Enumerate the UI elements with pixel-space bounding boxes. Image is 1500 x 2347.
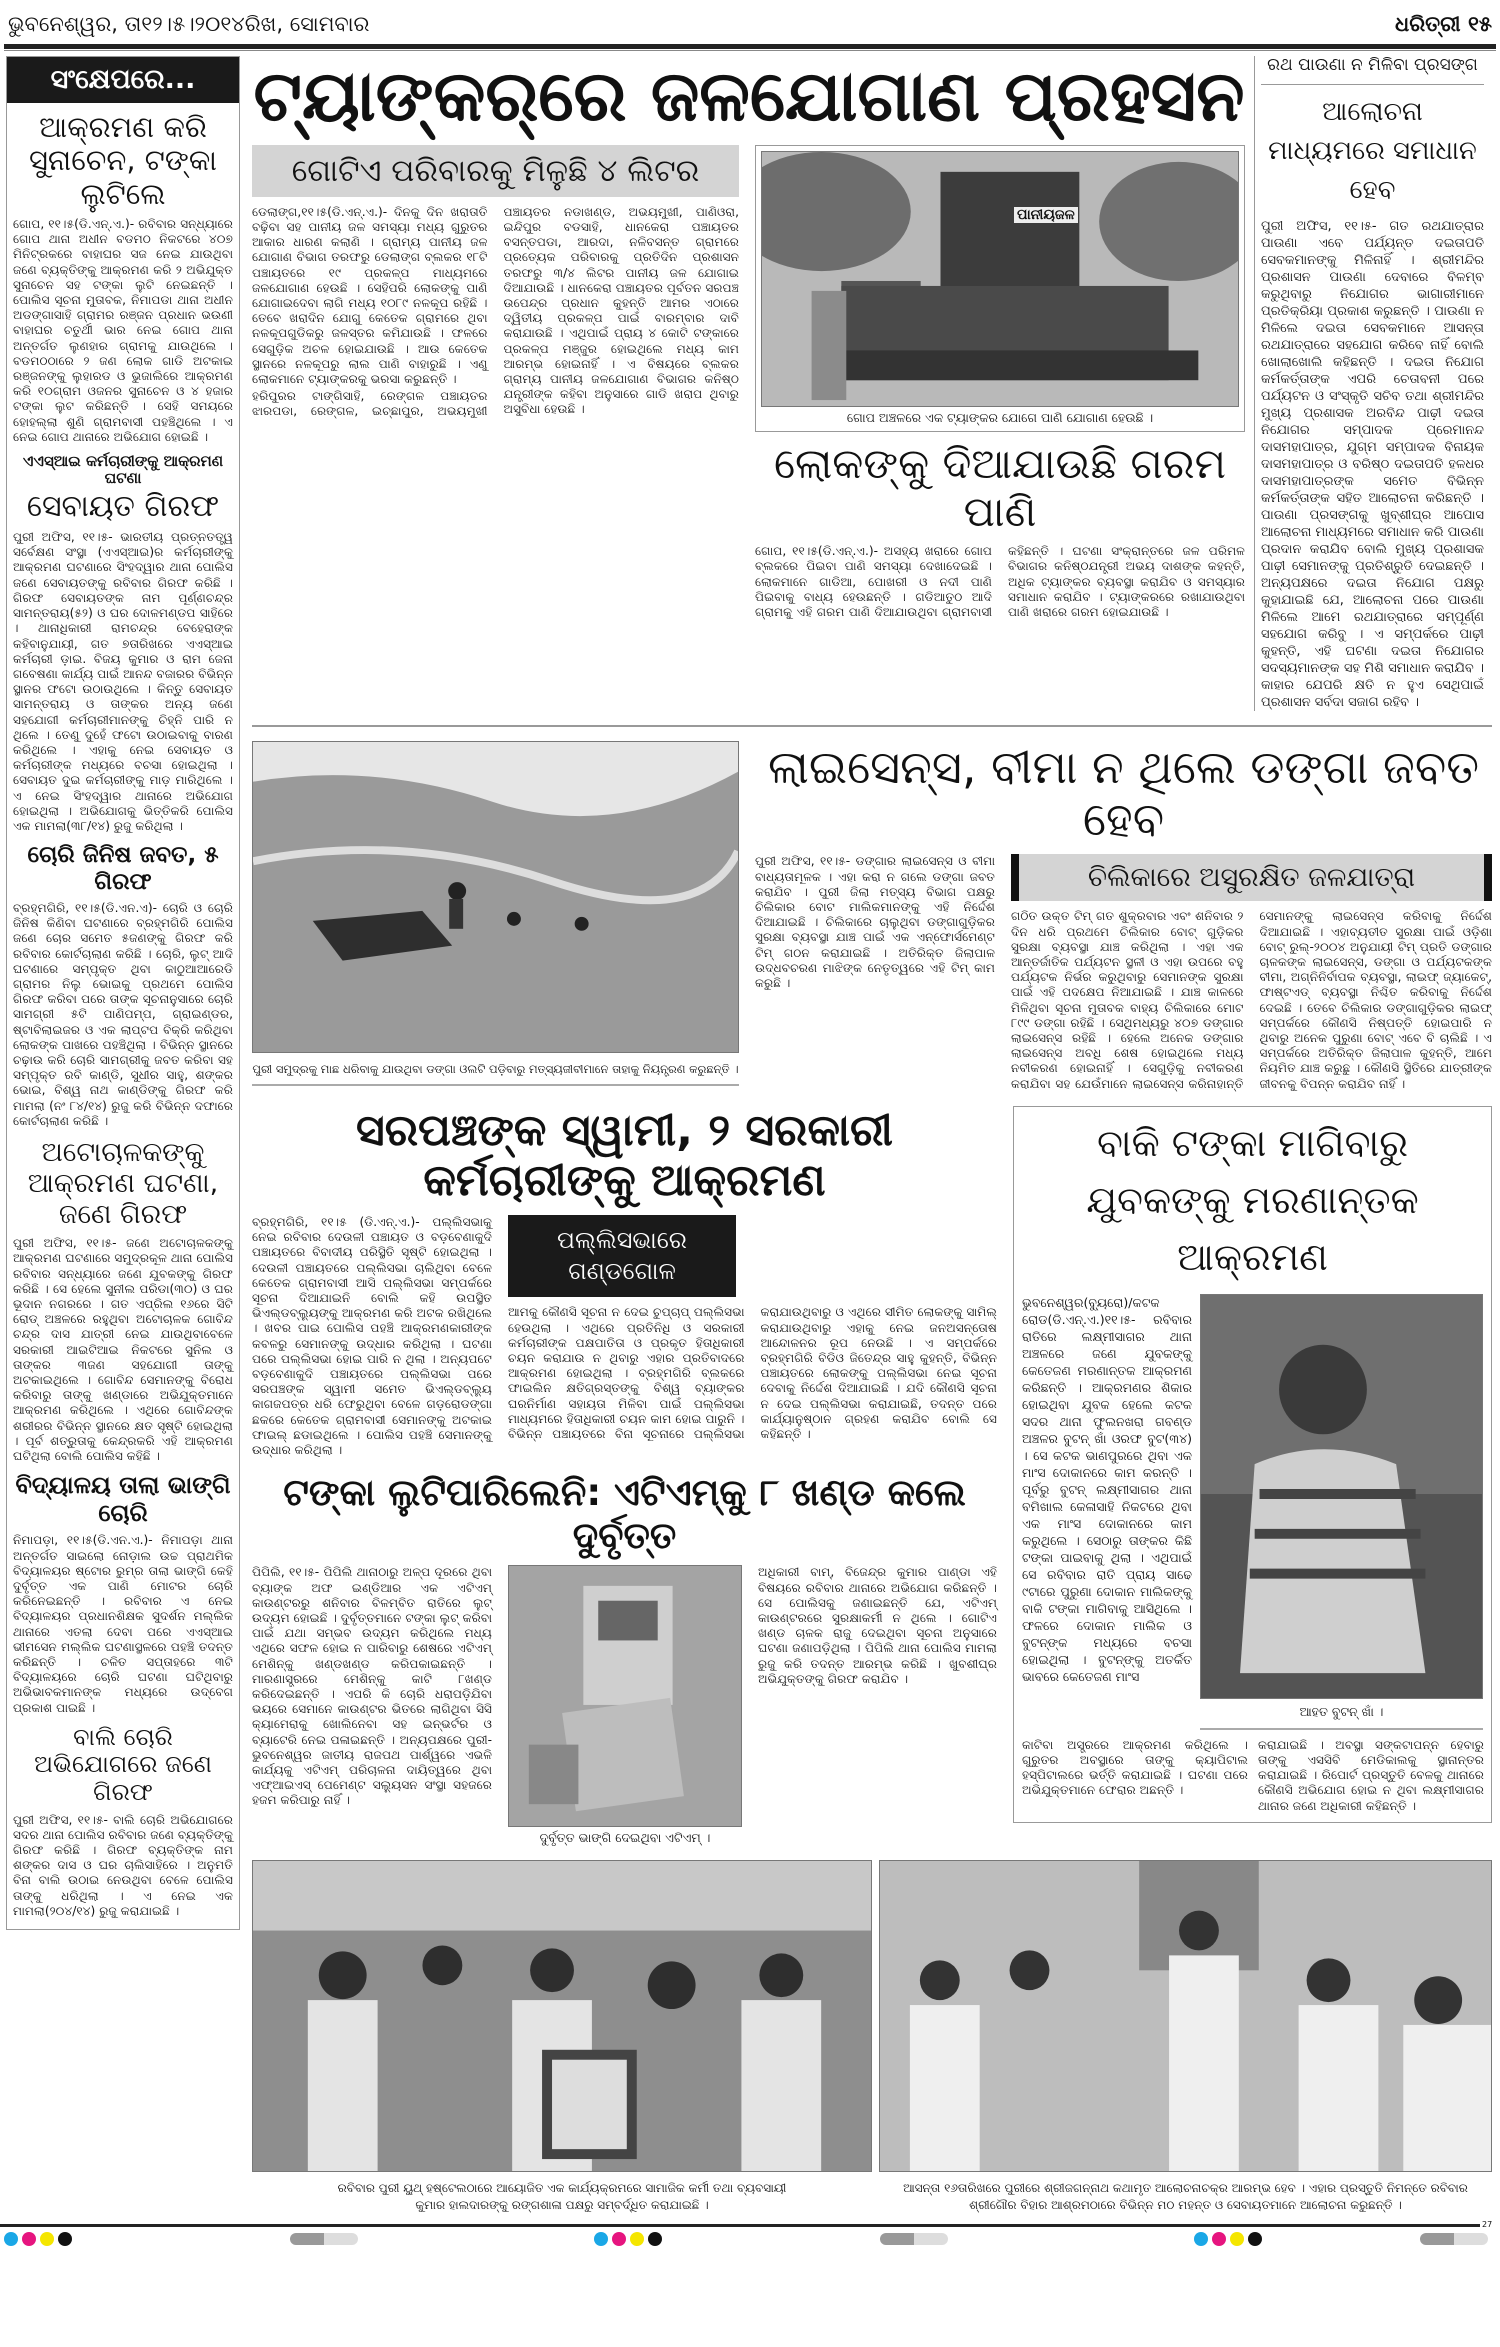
- brief-headline: ବାଲି ଚୋରି ଅଭିଯୋଗରେ ଜଣେ ଗିରଫ: [34, 1722, 212, 1807]
- rath-headline: ଆଲୋଚନା ମାଧ୍ୟମରେ ସମାଧାନ ହେବ: [1268, 96, 1477, 205]
- registration-dot-cyan: [1194, 2232, 1208, 2246]
- chilika-body: ଗଠିତ ଉକ୍ତ ଟିମ୍ ଗତ ଶୁକ୍ରବାର ଏବଂ ଶନିବାର ୨ ଦିନ ଧରି ପ୍ରଥମେ ଚିଲିକାର ବୋଟ୍ ଗୁଡ଼ିକର ସୁରକ୍ଷା ବ୍ୟବସ୍ଥା ଯାଞ୍ଚ କରିଥିଲା । ଏହା ଏକ ଆନ୍ତର୍ଜାତିକ ପର୍ଯ୍ୟଟନ ସ୍ଥଳୀ ଓ ଏହା ଉପରେ ବହୁ ପର୍ଯ୍ୟଟକ ନିର୍ଭର କରୁଥିବାରୁ ସେମାନଙ୍କ ସୁରକ୍ଷା ପାଇଁ ଏହି ପଦକ୍ଷେପ ନିଆଯାଇଛି । ଯାଞ୍ଚ କାଳରେ ମିଳିଥିବା ସୂଚନା ମୁତାବକ ବାହ୍ୟ ଚିଲିକାରେ ମୋଟ ୮୯୯ ଡଙ୍ଗା ରହିଛି । ସେଥିମଧ୍ୟରୁ ୪୦୭ ଡଙ୍ଗାର ଲାଇସେନ୍ସ ରହିଛି । ହେଲେ ଅନେକ ଡଙ୍ଗାର ଲାଇସେନ୍ସ ଅବଧି ଶେଷ ହୋଇଥିଲେ ମଧ୍ୟ ନବୀକରଣ ହୋଇନାହିଁ । ସେଗୁଡ଼ିକୁ ନବୀକରଣ କରାଯିବା ସହ ଯେଉଁମାନେ ଲାଇସେନ୍ସ କରିନାହାନ୍ତି ସେମାନଙ୍କୁ ଲାଇସେନ୍ସ କରିବାକୁ ନିର୍ଦ୍ଦେଶ ଦିଆଯାଇଛି । ଏହାବ୍ୟତୀତ ସୁରକ୍ଷା ପାଇଁ ଓଡ଼ିଶା ବୋଟ୍ ରୁଲ୍-୨୦୦୪ ଅନୁଯାୟୀ ଟିମ୍ ପ୍ରତି ଡଙ୍ଗାର ଚାଳକଙ୍କ ଲାଇସେନ୍ସ, ଡଙ୍ଗା ଓ ପର୍ଯ୍ୟଟକଙ୍କ ବୀମା, ଅଗ୍ନିନିର୍ବାପକ ବ୍ୟବସ୍ଥା, ଲାଇଫ୍ ଜ୍ୟାକେଟ୍, ଫାଷ୍ଟଏଡ୍ ବ୍ୟବସ୍ଥା ନିଶ୍ଚିତ କରିବାକୁ ନିର୍ଦ୍ଦେଶ ଦେଇଛି । ତେବେ ଚିଲିକାର ଡଙ୍ଗାଗୁଡ଼ିକର ଲାଇଫ୍ ସମ୍ପର୍କରେ କୌଣସି ନିଷ୍ପତ୍ତି ହୋଇପାରି ନ ଥିବାରୁ ଅନେକ ପୁରୁଣା ବୋଟ୍ ଏବେ ବି ଚାଲିଛି । ଏ ସମ୍ପର୍କରେ ଅତିରିକ୍ତ ଜିଲାପାଳ କୁହନ୍ତି, ଆମେ ନିୟମିତ ଯାଞ୍ଚ କରୁଛୁ । କୌଣସି ସ୍ଥିତିରେ ଯାତ୍ରୀଙ୍କ ଜୀବନକୁ ବିପନ୍ନ କରାଯିବ ନାହିଁ ।: [1011, 909, 1492, 1091]
- injured-youth-photo: [1200, 1294, 1483, 1699]
- brief-headline: ସେବାୟତ ଗିରଫ: [26, 488, 220, 524]
- grey-balance-bar: [1420, 2233, 1488, 2245]
- footer: [0, 2220, 1500, 2254]
- youth-body-1: ଭୁବନେଶ୍ୱର(ବ୍ୟୁରୋ)/କଟକ ରୋଡ(ଡି.ଏନ୍.ଏ.)୧୧।୫- ରବିବାର ରାତିରେ ଲକ୍ଷ୍ମୀସାଗର ଥାନା ଅଞ୍ଚଳରେ ଜଣେ ଯୁବକଙ୍କୁ କେତେଜଣ ମରଣାନ୍ତକ ଆକ୍ରମଣ କରିଛନ୍ତି । ଆକ୍ରମଣର ଶିକାର ହୋଇଥିବା ଯୁବକ ହେଲେ କଟକ ସଦର ଥାନା ଫୁଲନଖରା ଗବଣ୍ଡ ଅଞ୍ଚଳର ବୁଟନ୍ ଖାଁ ଓରଫ ବୁଟ(୩୪) । ସେ କଟକ ଭାଣପୁରରେ ଥିବା ଏକ ମାଂସ ଦୋକାନରେ କାମ କରନ୍ତି । ପୂର୍ବରୁ ବୁଟନ୍ ଲକ୍ଷ୍ମୀସାଗର ଥାନା ବମିଖାଲ କେଳାସାହି ନିକଟରେ ଥିବା ଏକ ମାଂସ ଦୋକାନରେ କାମ କରୁଥିଲେ । ସେଠାରୁ ତାଙ୍କର କିଛି ଟଙ୍କା ପାଇବାକୁ ଥିଲା । ଏଥିପାଇଁ ସେ ରବିବାର ରାତି ପ୍ରାୟ ସାଢେ ୯ଟାରେ ପୁରୁଣା ଦୋକାନ ମାଲିକଙ୍କୁ ବାକି ଟଙ୍କା ମାଗିବାକୁ ଆସିଥିଲେ । ଫଳରେ ଦୋକାନ ମାଲିକ ଓ ବୁଟନ୍‌ଙ୍କ ମଧ୍ୟରେ ବଚସା ହୋଇଥିଲା । ବୁଟନ୍‌ଙ୍କୁ ଅତର୍କିତ ଭାବରେ କେତେଜଣ ମାଂସ: [1022, 1294, 1192, 1684]
- paper-page-label: ଧରିତ୍ରୀ ୧୫: [1395, 12, 1492, 36]
- sarpanch-body-1: ବ୍ରହ୍ମଗିରି, ୧୧।୫ (ଡି.ଏନ୍.ଏ.)- ପଲ୍ଲିସଭାକୁ ନେଇ ରବିବାର ଦେଉଳୀ ପଞ୍ଚାୟତ ଓ ବଡ଼ବେଣାକୁଦି ପଞ୍ଚାୟତରେ ବିବାଦୀୟ ପରିସ୍ଥିତି ସୃଷ୍ଟି ହୋଇଥିଲା । ଦେଉଳୀ ପଞ୍ଚାୟତରେ ପଲ୍ଲିସଭା ଚାଲିଥିବା ବେଳେ କେତେକ ଗ୍ରାମବାସୀ ଆସି ପଲ୍ଲିସଭା ସମ୍ପର୍କରେ ସୂଚନା ଦିଆଯାଇନି ବୋଲି କହି ଉପସ୍ଥିତ ଭିଏଲ୍‌ଡବ୍ଲ୍ୟୁଙ୍କୁ ଆକ୍ରମଣ କରି ଅଟକ ରଖିଥିଲେ । ଖବର ପାଇ ପୋଲିସ ପହଞ୍ଚି ଆକ୍ରମଣକାରୀଙ୍କ କବଳରୁ ସେମାନଙ୍କୁ ଉଦ୍ଧାର କରିଥିଲା । ଘଟଣା ପରେ ପଲ୍ଲିସଭା ହୋଇ ପାରି ନ ଥିଲା । ଅନ୍ୟପଟେ ବଡ଼ବେଣାକୁଦି ପଞ୍ଚାୟତରେ ପଲ୍ଲିସଭା ପରେ ସରପଞ୍ଚଙ୍କ ସ୍ୱାମୀ ସମେତ ଭିଏଲ୍‌ଡବ୍ଲ୍ୟୁ କାଗଜପତ୍ର ଧରି ଫେରୁଥିବା ବେଳେ ଗଡ଼ରୋଡଙ୍ଗା ଛକରେ କେତେକ ଗ୍ରାମବାସୀ ସେମାନଙ୍କୁ ଅଟକାଇ ଫାଇଲ୍ ଛଡାଇଥିଲେ । ପୋଲିସ ପହଞ୍ଚି ସେମାନଙ୍କୁ ଉଦ୍ଧାର କରିଥିଲା ।: [252, 1215, 492, 1458]
- sarpanch-body-2: ଆମକୁ କୌଣସି ସୂଚନା ନ ଦେଇ ଚୁପ୍‌ଚାପ୍ ପଲ୍ଲିସଭା ହେଉଥିଲା । ଏଥିରେ ପ୍ରତିନିଧି ଓ ସରକାରୀ କର୍ମଚାରୀଙ୍କ ପକ୍ଷପାତିତା ଓ ପ୍ରକୃତ ହିତାଧିକାରୀ ଚୟନ କରାଯାଉ ନ ଥିବାରୁ ଏହାର ପ୍ରତିବାଦରେ ଆକ୍ରମଣ ହୋଇଥିଲା । ବ୍ରହ୍ମଗିରି ବ୍ଲକରେ ଫାଇଲିନ କ୍ଷତିଗ୍ରସ୍ତଙ୍କୁ ବିଶ୍ୱ ବ୍ୟାଙ୍କର ଘରନିର୍ମାଣ ସହାୟତା ମିଳିବା ପାଇଁ ପଲ୍ଲିସଭା ମାଧ୍ୟମରେ ହିତାଧିକାରୀ ଚୟନ କାମ ହୋଇ ପାରୁନି । ବିଭିନ୍ନ ପଞ୍ଚାୟତରେ ବିନା ସୂଚନାରେ ପଲ୍ଲିସଭା କରାଯାଉଥିବାରୁ ଓ ଏଥିରେ ସୀମିତ ଲୋକଙ୍କୁ ସାମିଲ୍ କରାଯାଉଥିବାରୁ ଏହାକୁ ନେଇ ଜନଅସନ୍ତୋଷ ଆନ୍ଦୋଳନର ରୂପ ନେଉଛି । ଏ ସମ୍ପର୍କରେ ବ୍ରହ୍ମଗିରି ବିଡିଓ ଜିତେନ୍ଦ୍ର ସାହୁ କୁହନ୍ତି, ବିଭିନ୍ନ ପଞ୍ଚାୟତରେ ଲୋକଙ୍କୁ ପଲ୍ଲିସଭା ନେଇ ସୂଚନା ଦେବାକୁ ନିର୍ଦ୍ଦେଶ ଦିଆଯାଇଛି । ଯଦି କୌଣସି ସୂଚନା ନ ଦେଇ ପଲ୍ଲିସଭା କରାଯାଇଛି, ତଦନ୍ତ ପରେ କାର୍ଯ୍ୟାନୁଷ୍ଠାନ ଗ୍ରହଣ କରାଯିବ ବୋଲି ସେ କହିଛନ୍ତି ।: [508, 1305, 997, 1442]
- atm-body-2: ଅଧିକାରୀ ବାମ୍, ବିଜେନ୍ଦ୍ର କୁମାର ପାଣ୍ଡା ଏହି ବିଷୟରେ ରବିବାର ଥାନାରେ ଅଭିଯୋଗ କରିଛନ୍ତି । ସେ ପୋଲିସକୁ ଜଣାଇଛନ୍ତି ଯେ, ଏଟିଏମ୍ କାଉଣ୍ଟରରେ ସୁରକ୍ଷାକର୍ମୀ ନ ଥିଲେ । ଗୋଟିଏ ଖଣ୍ଡ ଚାଳକ ରାଜୁ ଦେଇଥିବା ସୂଚନା ଅନୁସାରେ ଘଟଣା ଜଣାପଡ଼ିଥିଲା । ପିପିଲି ଥାନା ପୋଲିସ ମାମଲା ରୁଜୁ କରି ତଦନ୍ତ ଆରମ୍ଭ କରିଛି । ଖୁବଶୀଘ୍ର ଅଭିଯୁକ୍ତଙ୍କୁ ଗିରଫ କରାଯିବ ।: [758, 1565, 997, 1686]
- atm-photo-frame: [508, 1565, 742, 1846]
- registration-dot-yellow: [40, 2232, 54, 2246]
- page-header: [8, 8, 1492, 44]
- atm-photo: [508, 1565, 742, 1827]
- license-body-intro: ପୁରୀ ଅଫିସ, ୧୧।୫- ଡଙ୍ଗାର ଲାଇସେନ୍ସ ଓ ବୀମା ବାଧ୍ୟତାମୂଳକ । ଏହା କରା ନ ଗଲେ ଡଙ୍ଗା ଜବତ କରାଯିବ । ପୁରୀ ଜିଲା ମତ୍ସ୍ୟ ବିଭାଗ ପକ୍ଷରୁ ଚିଲିକାର ବୋଟ ମାଲିକମାନଙ୍କୁ ଏହି ନିର୍ଦ୍ଦେଶ ଦିଆଯାଇଛି । ଚିଲିକାରେ ଚାଲୁଥିବା ଡଙ୍ଗାଗୁଡ଼ିକର ସୁରକ୍ଷା ବ୍ୟବସ୍ଥା ଯାଞ୍ଚ ପାଇଁ ଏକ ଏନ୍‌ଫୋର୍ସମେଣ୍ଟ ଟିମ୍ ଗଠନ କରାଯାଇଛି । ଅତିରିକ୍ତ ଜିଲାପାଳ ଉଦ୍ଧବଚରଣ ମାଝିଙ୍କ ନେତୃତ୍ୱରେ ଏହି ଟିମ୍ କାମ କରୁଛି ।: [755, 854, 995, 990]
- pallisabha-subhead: ପଲ୍ଲିସଭାରେ ଗଣ୍ଡଗୋଳ: [508, 1215, 736, 1297]
- page-number: 27: [1482, 2220, 1493, 2230]
- atm-photo-caption: ଦୁର୍ବୃତ୍ତ ଭାଙ୍ଗି ଦେଇଥିବା ଏଟିଏମ୍ ।: [539, 1830, 711, 1846]
- license-headline: ଲାଇସେନ୍ସ, ବୀମା ନ ଥିଲେ ଡଙ୍ଗା ଜବତ ହେବ: [768, 739, 1479, 847]
- story-body: ଗୋପ, ୧୧।୫(ଡି.ଏନ୍.ଏ.)- ଅସହ୍ୟ ଖରାରେ ଗୋପ ବ୍ଲକରେ ପିଇବା ପାଣି ସମସ୍ୟା ଦେଖାଦେଇଛି । ଲୋକମାନେ ଗାଡିଆ, ପୋଖରୀ ଓ ନଦୀ ପାଣି ପିଇବାକୁ ବାଧ୍ୟ ହେଉଛନ୍ତି । ଗଡିଆତୁଠ ଆଦି ଗ୍ରାମକୁ ଏହି ଗରମ ପାଣି ଦିଆଯାଉଥିବା ଗ୍ରାମବାସୀ କହିଛନ୍ତି । ଘଟଣା ସଂକ୍ରାନ୍ତରେ ଜଳ ପରିମଳ ବିଭାଗର କନିଷ୍ଠଯନ୍ତ୍ରୀ ଅଭୟ ଦାଶଙ୍କ କହନ୍ତି, ଅଧିକ ଟ୍ୟାଙ୍କର ବ୍ୟବସ୍ଥା କରାଯିବ ଓ ସମସ୍ୟାର ସମାଧାନ କରାଯିବ । ଟ୍ୟାଙ୍କରରେ ରଖାଯାଉଥିବା ପାଣି ଖରାରେ ଗରମ ହୋଇଯାଉଛି ।: [755, 544, 1245, 619]
- brief-body: ନିମାପଡ଼ା, ୧୧।୫(ଡି.ଏନ.ଏ.)- ନିମାପଡ଼ା ଥାନା ଅନ୍ତର୍ଗତ ସାଇଲୋ ନୋଡ଼ାଲ ଉଚ୍ଚ ପ୍ରାଥମିକ ବିଦ୍ୟାଳୟର ଷ୍ଟୋର ରୁମ୍‌ର ତାଲା ଭାଙ୍ଗି କେହି ଦୁର୍ବୃତ୍ତ ଏକ ପାଣି ମୋଟର ଚୋରି କରିନେଇଛନ୍ତି । ରବିବାର ଏ ନେଇ ବିଦ୍ୟାଳୟର ପ୍ରଧାନଶିକ୍ଷକ ସୁଦର୍ଶନ ମଲ୍ଲିକ ଥାନାରେ ଏତଲା ଦେବା ପରେ ଏଏସ୍ଆଇ ଭୀମସେନ ମଲ୍ଲିକ ଘଟଣାସ୍ଥଳରେ ପହଞ୍ଚି ତଦନ୍ତ କରିଛନ୍ତି । ଚଳିତ ସପ୍ତାହରେ ୩ଟି ବିଦ୍ୟାଳୟରେ ଚୋରି ଘଟଣା ଘଟିଥିବାରୁ ଅଭିଭାବକମାନଙ୍କ ମଧ୍ୟରେ ଉଦ୍‌ବେଗ ପ୍ରକାଶ ପାଇଛି ।: [13, 1533, 233, 1715]
- rath-body: ପୁରୀ ଅଫିସ, ୧୧।୫- ଗତ ରଥଯାତ୍ରାର ପାଉଣା ଏବେ ପର୍ଯ୍ୟନ୍ତ ଦଇତାପତି ସେବକମାନଙ୍କୁ ମିଳିନାହିଁ । ଶ୍ରୀମନ୍ଦିର ପ୍ରଶାସନ ପାଉଣା ଦେବାରେ ବିଳମ୍ବ କରୁଥିବାରୁ ନିଯୋଗର ଭାଗାରୀମାନେ ପ୍ରତିକ୍ରିୟା ପ୍ରକାଶ କରୁଛନ୍ତି । ପାଉଣା ନ ମିଳିଲେ ଦଇତା ସେବକମାନେ ଆସନ୍ତା ରଥଯାତ୍ରାରେ ସହଯୋଗ କରିବେ ନାହିଁ ବୋଲି ଖୋଲାଖୋଲି କହିଛନ୍ତି । ଦଇତା ନିଯୋଗ କର୍ମକର୍ତ୍ତାଙ୍କ ଏପରି ଚେତାବନୀ ପରେ ପର୍ଯ୍ୟଟନ ଓ ସଂସ୍କୃତି ସଚିବ ତଥା ଶ୍ରୀମନ୍ଦିର ମୁଖ୍ୟ ପ୍ରଶାସକ ଅରବିନ୍ଦ ପାଢ଼ୀ ଦଇତା ନିଯୋଗର ସମ୍ପାଦକ ପ୍ରେମାନନ୍ଦ ଦାସମହାପାତ୍ର, ଯୁଗ୍ମ ସମ୍ପାଦକ ବିନାୟକ ଦାସମହାପାତ୍ର ଓ ବରିଷ୍ଠ ଦଇତାପତି ହଳଧର ଦାସମହାପାତ୍ରଙ୍କ ସମେତ ବିଭିନ୍ନ କର୍ମକର୍ତ୍ତାଙ୍କ ସହିତ ଆଲୋଚନା କରିଛନ୍ତି । ପାଉଣା ପ୍ରସଙ୍ଗକୁ ଖୁବ୍‌ଶୀଘ୍ର ଆପୋସ ଆଲୋଚନା ମାଧ୍ୟମରେ ସମାଧାନ କରି ପାଉଣା ପ୍ରଦାନ କରାଯିବ ବୋଲି ମୁଖ୍ୟ ପ୍ରଶାସକ ପାଢ଼ୀ ସେମାନଙ୍କୁ ପ୍ରତିଶ୍ରୁତି ଦେଇଛନ୍ତି । ଅନ୍ୟପକ୍ଷରେ ଦଇତା ନିଯୋଗ ପକ୍ଷରୁ କୁହାଯାଇଛି ଯେ, ଆଲୋଚନା ପରେ ପାଉଣା ମିଳିଲେ ଆମେ ରଥଯାତ୍ରାରେ ସମ୍ପୂର୍ଣ୍ଣ ସହଯୋଗ କରିବୁ । ଏ ସମ୍ପର୍କରେ ପାଢ଼ୀ କୁହନ୍ତି, ଏହି ଘଟଣା ଦଇତା ନିଯୋଗର ସଦସ୍ୟମାନଙ୍କ ସହ ମିଶି ସମାଧାନ କରାଯିବ । କାହାର ଯେପରି କ୍ଷତି ନ ହୁଏ ସେଥିପାଇଁ ପ୍ରଶାସନ ସର୍ବଦା ସଜାଗ ରହିବ ।: [1261, 218, 1484, 710]
- photo-row: [252, 1860, 1492, 2214]
- boat-photo: [252, 741, 739, 1053]
- registration-dot-black: [648, 2232, 662, 2246]
- lead-paragraph: ହରିପୁରର ଟାଙ୍ଗିସାହି, ରେଙ୍ଗଳ ପଞ୍ଚାୟତର ଝାରପଡା, ରେଙ୍ଗଳ, ଇଚ୍ଛାପୁର, ଅଭୟମୁଖୀ ପଞ୍ଚାୟତର ନଡାଖଣ୍ଡ, ଅଭୟମୁଖୀ, ପାଣିଓରା, ଇନ୍ଦିପୁର ବଡସାହି, ଧାନକେରା ପଞ୍ଚାୟତର ବସନ୍ତପଡା, ଆରଦା, ନଳିବସନ୍ତ ଗ୍ରାମରେ ପ୍ରତ୍ୟେକ ପରିବାରକୁ ପ୍ରତିଦିନ ପ୍ରଶାସନ ତରଫରୁ ୩/୪ ଲିଟର ପାନୀୟ ଜଳ ଯୋଗାଇ ଦିଆଯାଉଛି । ଧାନକେରା ପଞ୍ଚାୟତର ପୂର୍ବତନ ସରପଞ୍ଚ ଉପେନ୍ଦ୍ର ପ୍ରଧାନ କୁହନ୍ତି ଆମର ଏଠାରେ ଦ୍ୱିତୀୟ ପ୍ରକଳ୍ପ ପାଇଁ ବାରମ୍ବାର ଦାବି କରାଯାଉଛି । ଏଥିପାଇଁ ପ୍ରାୟ ୪ କୋଟି ଟଙ୍କାରେ ପ୍ରକଳ୍ପ ମଞ୍ଜୁର ହୋଇଥିଲେ ମଧ୍ୟ କାମ ଆରମ୍ଭ ହୋଇନାହିଁ । ଏ ବିଷୟରେ ବ୍ଲକର ଗ୍ରାମ୍ୟ ପାନୀୟ ଜଳଯୋଗାଣ ବିଭାଗର କନିଷ୍ଠ ଯନ୍ତ୍ରୀଙ୍କ କହିବା ଅନୁସାରେ ଗାଡି ଖରାପ ଥିବାରୁ ଅସୁବିଧା ହେଉଛି ।: [252, 204, 739, 419]
- photo-caption: ଗୋପ ଅଞ୍ଚଳରେ ଏକ ଟ୍ୟାଙ୍କର ଯୋଗେ ପାଣି ଯୋଗାଣ ହେଉଛି ।: [846, 409, 1154, 425]
- sarpanch-headline: ସରପଞ୍ଚଙ୍କ ସ୍ୱାମୀ, ୨ ସରକାରୀ କର୍ମଚାରୀଙ୍କୁ ଆକ୍ରମଣ: [356, 1104, 893, 1207]
- felicitation-caption: ରବିବାର ପୁରୀ ୟୁଥ୍ ହଷ୍ଟେଲଠାରେ ଆୟୋଜିତ ଏକ କାର୍ଯ୍ୟକ୍ରମରେ ସାମାଜିକ କର୍ମୀ ତଥା ବ୍ୟବସାୟୀ କୁମାର ହାଲଦାରଙ୍କୁ ରଙ୍ଗଶାଳା ପକ୍ଷରୁ ସମ୍ବର୍ଦ୍ଧିତ କରାଯାଇଛି ।: [337, 2181, 787, 2213]
- grey-balance-bar: [880, 2233, 948, 2245]
- registration-dot-magenta: [612, 2232, 626, 2246]
- brief-body: ଗୋପ, ୧୧।୫(ଡି.ଏନ୍.ଏ.)- ରବିବାର ସନ୍ଧ୍ୟାରେ ଗୋପ ଥାନା ଅଧୀନ ବଡମଠ ନିକଟରେ ୪୦୭ ମିନିଟ୍ରକରେ ବାହାଘର ସଜ ନେଇ ଯାଉଥିବା ଜଣେ ବ୍ୟକ୍ତିଙ୍କୁ ଆକ୍ରମଣ କରି ୨ ଅଭିଯୁକ୍ତ ସୁନାଚେନ ସହ ଟଙ୍କା ଲୁଟି ନେଇଛନ୍ତି । ପୋଲିସ ସୂଚନା ମୁତାବକ, ନିମାପଡା ଥାନା ଅଧୀନ ଅଡଙ୍ଗାସାହି ଗ୍ରାମର ରଞ୍ଜନ ପ୍ରଧାନ ଭଉଣୀ ବାହାଘର ଚତୁର୍ଥୀ ଭାର ନେଇ ଗୋପ ଥାନା ଅନ୍ତର୍ଗତ ଲୁଣହାର ଗ୍ରାମକୁ ଯାଉଥିଲେ । ବଡମଠଠାରେ ୨ ଜଣ ଲୋକ ଗାଡି ଅଟକାଇ ରଞ୍ଜନଙ୍କୁ ଲୁହାରଡ ଓ ଭୁଜାଲିରେ ଆକ୍ରମଣ କରି ୧୦ଗ୍ରାମ ଓଜନର ସୁନାଚେନ ଓ ୪ ହଜାର ଟଙ୍କା ଲୁଟ କରିଛନ୍ତି । ସେହି ସମୟରେ ହୋହଲ୍ଲା ଶୁଣି ଗ୍ରାମବାସୀ ପହଞ୍ଚିଥିଲେ । ଏ ନେଇ ଗୋପ ଥାନାରେ ଅଭିଯୋଗ ହୋଇଛି ।: [13, 217, 233, 444]
- lead-area: [252, 56, 1246, 620]
- brief-body: ବ୍ରହ୍ମଗିରି, ୧୧।୫(ଡି.ଏନ.ଏ)- ଚୋରି ଓ ଚୋରି ଜିନିଷ କିଣିବା ଘଟଣାରେ ବ୍ରହ୍ମଗିରି ପୋଲିସ ଜଣେ ଚୋର ସମେତ ୫ଜଣଙ୍କୁ ଗିରଫ କରି ରବିବାର କୋର୍ଟଚାଲାଣ କରିଛି । ଚୋରି, ଲୁଟ୍ ଆଦି ଘଟଣାରେ ସମ୍ପୃକ୍ତ ଥିବା କାଠୁଆଆରେଡି ଗ୍ରାମର ନିଲୁ ଭୋଇକୁ ପ୍ରଥମେ ପୋଲିସ ଗିରଫ କରିବା ପରେ ତାଙ୍କ ସୂଚନାନୁସାରେ ଚୋରି ସାମଗ୍ରୀ ୫ଟି ପାଣିପମ୍ପ, ଗ୍ରାଇଣ୍ଡର, ଷ୍ଟାବିଲାଇଜର ଓ ଏକ ଲାପ୍‌ଟପ ବିକ୍ରି କରିଥିବା ଲୋକଙ୍କ ପାଖରେ ପହଞ୍ଚିଥିଲା । ବିଭିନ୍ନ ସ୍ଥାନରେ ଚଢ଼ାଉ କରି ଚୋରି ସାମଗ୍ରୀକୁ ଜବତ କରିବା ସହ ସମ୍ପୃକ୍ତ ରବି କାଣ୍ଡି, ସୁଧୀର ସାହୁ, ଶଙ୍କର ଭୋଇ, ବିଶ୍ୱ ନାଥ କାଣ୍ଡିଙ୍କୁ ଗିରଫ କରି ମାମଲା (ନଂ ୮୪/୧୪) ରୁଜୁ କରି ବିଭିନ୍ନ ଦଫାରେ କୋର୍ଟଚାଲାଣ କରିଛି ।: [13, 901, 233, 1128]
- brief-headline: ଅଟୋଚାଳକଙ୍କୁ ଆକ୍ରମଣ ଘଟଣା, ଜଣେ ଗିରଫ: [27, 1137, 219, 1231]
- rath-kicker: ରଥ ପାଉଣା ନ ମିଳିବା ପ୍ରସଙ୍ଗ: [1261, 56, 1484, 85]
- rath-column: [1254, 56, 1484, 711]
- briefs-column: [6, 56, 240, 1930]
- boat-photo-caption: ପୁରୀ ସମୁଦ୍ରକୁ ମାଛ ଧରିବାକୁ ଯାଉଥିବା ଡଙ୍ଗା ଓଲଟି ପଡ଼ିବାରୁ ମତ୍ସ୍ୟଜୀବୀମାନେ ତାହାକୁ ନିୟନ୍ତ୍ରଣ କରୁଛନ୍ତି ।: [252, 1061, 739, 1086]
- story-headline: ଲୋକଙ୍କୁ ଦିଆଯାଉଛି ଗରମ ପାଣି: [773, 438, 1227, 536]
- youth-story-box: [1013, 1106, 1492, 1823]
- tank-label: ପାନୀୟଜଳ: [1014, 207, 1078, 223]
- meeting-caption: ଆସନ୍ତା ୧୬ତାରିଖରେ ପୁରୀରେ ଶ୍ରୀଜଗନ୍ନାଥ କଥାମୃତ ଆଲୋଚନାଚକ୍ର ଆରମ୍ଭ ହେବ । ଏହାର ପ୍ରସ୍ତୁତି ନିମନ୍ତେ ରବିବାର ଶ୍ରୀଗୌର ବିହାର ଆଶ୍ରମଠାରେ ବିଭିନ୍ନ ମଠ ମହନ୍ତ ଓ ସେବାୟତମାନେ ଆଲୋଚନା କରୁଛନ୍ତି ।: [903, 2181, 1468, 2213]
- header-rule: [4, 44, 1496, 49]
- lead-paragraph: ଡେଲାଙ୍ଗ,୧୧।୫(ଡି.ଏନ୍.ଏ.)- ଦିନକୁ ଦିନ ଖରାତାତି ବଢ଼ିବା ସହ ପାନୀୟ ଜଳ ସମସ୍ୟା ମଧ୍ୟ ଗୁରୁତର ଆକାର ଧାରଣ କଲାଣି । ଗ୍ରାମ୍ୟ ପାନୀୟ ଜଳ ଯୋଗାଣ ବିଭାଗ ତରଫରୁ ଡେଲାଙ୍ଗ ବ୍ଲକର ୧୮ଟି ପଞ୍ଚାୟତରେ ୧୯ ପ୍ରକଳ୍ପ ମାଧ୍ୟମରେ ଜଳଯୋଗାଣ ହେଉଛି । ସେହିପରି ଲୋକଙ୍କୁ ପାଣି ଯୋଗାଇଦେବା ଲାଗି ମଧ୍ୟ ୧୦୮୯ ନଳକୂପ ରହିଛି । ତେବେ ଖରାଦିନ ଯୋଗୁ କେତେକ ଗ୍ରାମରେ ଥିବା ନଳକୂପଗୁଡିକରୁ ଜଳସ୍ତର କମିଯାଉଛି । ଫଳରେ ସେଗୁଡ଼ିକ ଅଚଳ ହୋଇଯାଉଛି । ଆଉ କେତେକ ସ୍ଥାନରେ ନଳକୂପରୁ ଲାଲ ପାଣି ବାହାରୁଛି । ଏଣୁ ଲୋକମାନେ ଟ୍ୟାଙ୍କରକୁ ଭରସା କରୁଛନ୍ତି ।: [252, 204, 488, 387]
- main-area: [252, 56, 1492, 2214]
- top-row: [252, 56, 1492, 711]
- registration-dot-magenta: [22, 2232, 36, 2246]
- registration-dot-cyan: [4, 2232, 18, 2246]
- registration-dot-black: [58, 2232, 72, 2246]
- footer-rule: [0, 2224, 1480, 2227]
- brief-kicker: ଏଏସ୍ଆଇ କର୍ମଚାରୀଙ୍କୁ ଆକ୍ରମଣ ଘଟଣା: [22, 452, 224, 488]
- registration-dot-cyan: [594, 2232, 608, 2246]
- registration-dot-magenta: [1212, 2232, 1226, 2246]
- youth-body-2: କାଟିବା ଅସ୍ତ୍ରରେ ଆକ୍ରମଣ କରିଥିଲେ । ଗୁରୁତର ଅବସ୍ଥାରେ ତାଙ୍କୁ କ୍ୟାପିଟାଲ ହସ୍ପିଟାଲରେ ଭର୍ତ୍ତି କରାଯାଇଛି । ଘଟଣା ପରେ ଅଭିଯୁକ୍ତମାନେ ଫେରାର ଅଛନ୍ତି ।: [1022, 1737, 1248, 1798]
- section-label: ସଂକ୍ଷେପରେ...: [7, 57, 239, 103]
- brief-body: ପୁରୀ ଅଫିସ, ୧୧।୫- ଜଣେ ଅଟୋଚାଳକଙ୍କୁ ଆକ୍ରମଣ ଘଟଣାରେ ସମୁଦ୍ରକୂଳ ଥାନା ପୋଲିସ ରବିବାର ସନ୍ଧ୍ୟାରେ ଜଣେ ଯୁବକଙ୍କୁ ଗିରଫ କରିଛି । ସେ ହେଲେ ସୁନୀଲ ପରିଡା(୩୦) ଓ ଘର ଭୂଦାନ ନଗରରେ । ଗତ ଏପ୍ରିଲ ୧୬ରେ ସିଟି ରୋଡ୍ ଅଞ୍ଚଳରେ ରହୁଥିବା ଅଟୋଚାଳକ ଗୋବିନ୍ଦ ଚନ୍ଦ୍ର ଦାସ ଯାତ୍ରୀ ନେଇ ଯାଉଥିବାବେଳେ ସରକାରୀ ଆଇଟିଆଇ ନିକଟରେ ସୁନିଲ ଓ ତାଙ୍କର ୩ଜଣ ସହଯୋଗୀ ତାଙ୍କୁ ଅଟକାଇଥିଲେ । ଗୋବିନ୍ଦ ସେମାନଙ୍କୁ ବିରୋଧ କରିବାରୁ ତାଙ୍କୁ ଖଣ୍ଡାରେ ଅଭିଯୁକ୍ତମାନେ ଆକ୍ରମଣ କରିଥିଲେ । ଏଥିରେ ଗୋବିନ୍ଦଙ୍କ ଶରୀରର ବିଭିନ୍ନ ସ୍ଥାନରେ କ୍ଷତ ସୃଷ୍ଟି ହୋଇଥିଲା । ପୂର୍ବ ଶତ୍ରୁତାକୁ କେନ୍ଦ୍ରକରି ଏହି ଆକ୍ରମଣ ଘଟିଥିଲା ବୋଲି ପୋଲିସ କହିଛି ।: [13, 1236, 233, 1464]
- meeting-photo: [879, 1860, 1492, 2172]
- atm-body-1: ପିପିଲି, ୧୧।୫- ପିପିଲି ଥାନାଠାରୁ ଅଳ୍ପ ଦୂରରେ ଥିବା ବ୍ୟାଙ୍କ ଅଫ ଇଣ୍ଡିଆର ଏକ ଏଟିଏମ୍ କାଉଣ୍ଟରରୁ ଶନିବାର ବିଳମ୍ବିତ ରାତିରେ ଲୁଟ୍ ଉଦ୍ୟମ ହୋଇଛି । ଦୁର୍ବୃତ୍ତମାନେ ଟଙ୍କା ଲୁଟ୍ କରିବା ପାଇଁ ଯଥା ସମ୍ଭବ ଉଦ୍ୟମ କରିଥିଲେ ମଧ୍ୟ ଏଥିରେ ସଫଳ ହୋଇ ନ ପାରିବାରୁ ଶେଷରେ ଏଟିଏମ୍ ମେଶିନ୍‌କୁ ଖଣ୍ଡଖଣ୍ଡ କରିପକାଇଛନ୍ତି । ମାରଣାସ୍ତ୍ରରେ ମେଶିନ୍‌କୁ କାଟି ୮ଖଣ୍ଡ କରିଦେଇଛନ୍ତି । ଏପରି କି ଚୋରି ଧରାପଡ଼ିଯିବା ଭୟରେ ସେମାନେ କାଉଣ୍ଟର ଭିତରେ ଲାଗିଥିବା ସିସି କ୍ୟାମେରାକୁ ଖୋଲିନେବା ସହ ଇନ୍‌ଭର୍ଟର ଓ ବ୍ୟାଟେରି ନେଇ ପଳାଇଛନ୍ତି । ଅନ୍ୟପକ୍ଷରେ ପୁରୀ-ଭୁବନେଶ୍ୱର ଜାତୀୟ ରାଜପଥ ପାର୍ଶ୍ୱରେ ଏଭଳି କାର୍ଯ୍ୟକୁ ଏଟିଏମ୍ ପରିଚାଳନା ଦାୟିତ୍ୱରେ ଥିବା ଏଫ୍‌ଆଇଏସ୍ ପେମେଣ୍ଟ ସଲ୍ୟୁସନ ସଂସ୍ଥା ସହଜରେ ହଜମ କରିପାରୁ ନାହିଁ ।: [252, 1565, 492, 1808]
- grey-balance-bar: [290, 2233, 358, 2245]
- lead-headline: ଟ୍ୟାଙ୍କର୍‌ରେ ଜଳଯୋଗାଣ ପ୍ରହସନ: [253, 55, 1245, 137]
- youth-headline: ବାକି ଟଙ୍କା ମାଗିବାରୁ ଯୁବକଙ୍କୁ ମରଣାନ୍ତକ ଆକ୍ରମଣ: [1086, 1120, 1419, 1279]
- lead-body: [252, 205, 739, 420]
- youth-body-3: କରାଯାଇଛି । ଅବସ୍ଥା ସଙ୍କଟାପନ୍ନ ହେବାରୁ ତାଙ୍କୁ ଏସସିବି ମେଡିକାଲକୁ ସ୍ଥାନାନ୍ତର କରାଯାଇଛି । ରିପୋର୍ଟ ପ୍ରସ୍ତୁତି ବେଳକୁ ଥାନାରେ କୌଣସି ଅଭିଯୋଗ ହୋଇ ନ ଥିବା ଲକ୍ଷ୍ମୀସାଗର ଥାନାର ଜଣେ ଅଧିକାରୀ କହିଛନ୍ତି ।: [1258, 1737, 1484, 1813]
- lower-row: [252, 1106, 1492, 1847]
- lead-subhead: ଗୋଟିଏ ପରିବାରକୁ ମିଳୁଛି ୪ ଲିଟର: [252, 145, 739, 197]
- middle-row: [252, 741, 1492, 1092]
- brief-body: ପୁରୀ ଅଫିସ, ୧୧।୫- ବାଲି ଚୋରି ଅଭିଯୋଗରେ ସଦର ଥାନା ପୋଲିସ ରବିବାର ଜଣେ ବ୍ୟକ୍ତିଙ୍କୁ ଗିରଫ କରିଛି । ଗିରଫ ବ୍ୟକ୍ତିଙ୍କ ନାମ ଶଙ୍କର ଦାସ ଓ ଘର ଚାଲିସାହିରେ । ଅନୁମତି ବିନା ବାଲି ଉଠାଇ ନେଉଥିବା ବେଳେ ପୋଲିସ ତାଙ୍କୁ ଧରିଥିଲା । ଏ ନେଇ ଏକ ମାମଲା(୨୦୪/୧୪) ରୁଜୁ କରାଯାଇଛି ।: [13, 1812, 233, 1918]
- registration-dot-black: [1248, 2232, 1262, 2246]
- brief-headline: ଆକ୍ରମଣ କରି ସୁନାଚେନ, ଟଙ୍କା ଲୁଟିଲେ: [29, 110, 217, 211]
- tanker-photo: [761, 151, 1239, 407]
- registration-dot-yellow: [1230, 2232, 1244, 2246]
- tanker-photo-frame: [755, 145, 1245, 432]
- brief-body: ପୁରୀ ଅଫିସ, ୧୧।୫- ଭାରତୀୟ ପ୍ରତ୍ନତତ୍ତ୍ୱ ସର୍ବେକ୍ଷଣ ସଂସ୍ଥା (ଏଏସ୍ଆଇ)ର କର୍ମଚାରୀଙ୍କୁ ଆକ୍ରମଣ ଘଟଣାରେ ସିଂହଦ୍ୱାର ଥାନା ପୋଲିସ ଜଣେ ସେବାୟତଙ୍କୁ ରବିବାର ଗିରଫ କରିଛି । ଗିରଫ ସେବାୟତଙ୍କ ନାମ ପୂର୍ଣ୍ଣଚନ୍ଦ୍ର ସାମନ୍ତରାୟ(୫୨) ଓ ଘର ଦୋଳମଣ୍ଡପ ସାହିରେ । ଥାନାଧିକାରୀ ରାମଚନ୍ଦ୍ର ବେହେରାଙ୍କ କହିବାନୁଯାୟୀ, ଗତ ୭ତାରିଖରେ ଏଏସ୍ଆଇ କର୍ମଚାରୀ ଡ଼ାଇ. ବିଜୟ କୁମାର ଓ ରାମ ଜେନା ଗବେଷଣା କାର୍ଯ୍ୟ ପାଇଁ ଆନନ୍ଦ ବଜାରର ବିଭିନ୍ନ ସ୍ଥାନର ଫଟୋ ଉଠାଉଥିଲେ । କିନ୍ତୁ ସେବାୟତ ସାମନ୍ତରାୟ ଓ ତାଙ୍କର ଅନ୍ୟ ଜଣେ ସହଯୋଗୀ କର୍ମଚାରୀମାନଙ୍କୁ ଚିହ୍ନି ପାରି ନ ଥିଲେ । ତେଣୁ ଦୁହେଁ ଫଟୋ ଉଠାଇବାକୁ ବାରଣ କରିଥିଲେ । ଏହାକୁ ନେଇ ସେବାୟତ ଓ କର୍ମଚାରୀଙ୍କ ମଧ୍ୟରେ ବଚସା ହୋଇଥିଲା । ସେବାୟତ ଦୁଇ କର୍ମଚାରୀଙ୍କୁ ମାଡ଼ ମାରିଥିଲେ । ଏ ନେଇ ସିଂହଦ୍ୱାର ଥାନାରେ ଅଭିଯୋଗ ହୋଇଥିଲା । ଅଭିଯୋଗକୁ ଭିତ୍ତିକରି ପୋଲିସ ଏକ ମାମଲା(୩୮/୧୪) ରୁଜୁ କରିଥିଲା ।: [13, 530, 233, 833]
- page-body: [0, 51, 1500, 2214]
- section-divider: [252, 725, 1492, 727]
- dateline: ଭୁବନେଶ୍ୱର, ତା୧୨।୫।୨୦୧୪ରିଖ, ସୋମବାର: [8, 12, 370, 36]
- chilika-subhead: ଚିଲିକାରେ ଅସୁରକ୍ଷିତ ଜଳଯାତ୍ରା: [1011, 854, 1492, 901]
- brief-headline: ଚୋରି ଜିନିଷ ଜବତ, ୫ ଗିରଫ: [27, 842, 219, 895]
- registration-dot-yellow: [630, 2232, 644, 2246]
- youth-photo-caption: ଆହତ ବୁଟନ୍ ଖାଁ ।: [1200, 1703, 1483, 1730]
- atm-headline: ଟଙ୍କା ଲୁଟିପାରିଲେନି: ଏଟିଏମ୍‌କୁ ୮ ଖଣ୍ଡ କଲେ ଦୁର୍ବୃତ୍ତ: [283, 1471, 966, 1557]
- felicitation-photo: [252, 1860, 872, 2172]
- brief-headline: ବିଦ୍ୟାଳୟ ତାଲା ଭାଙ୍ଗି ଚୋରି: [15, 1471, 231, 1527]
